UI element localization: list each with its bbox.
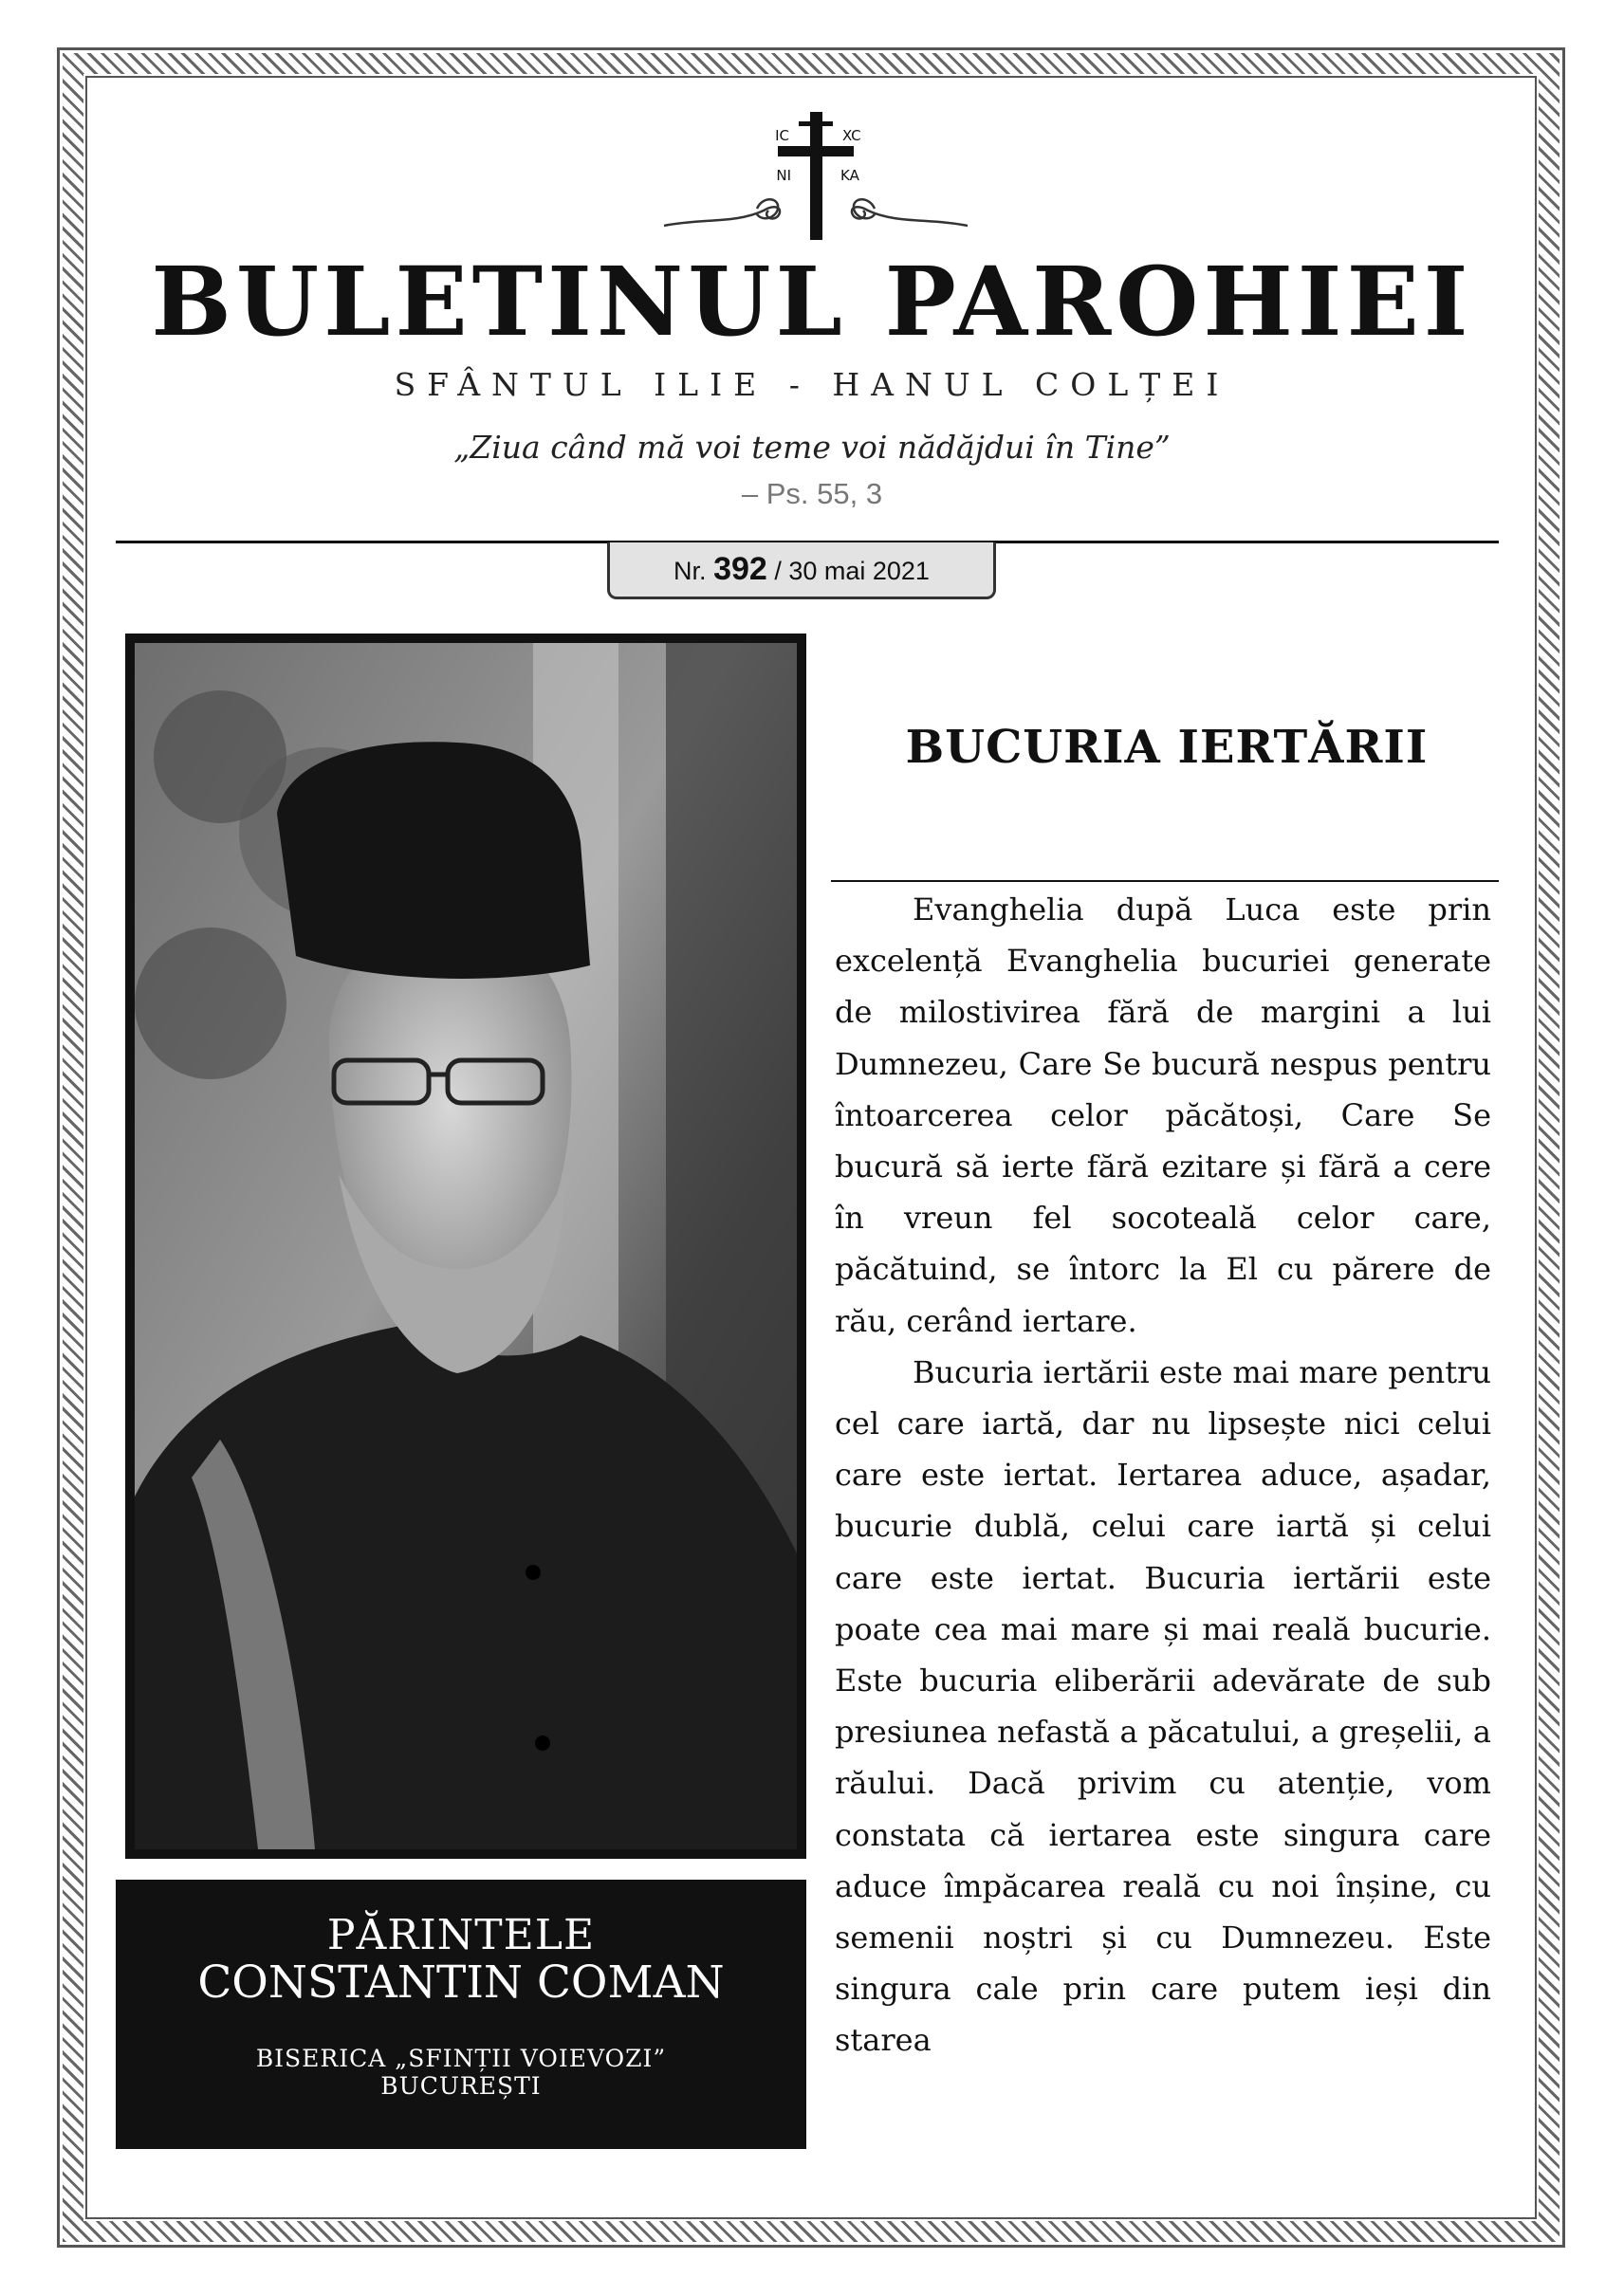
psalm-quote: „Ziua când mă voi teme voi nădăjdui în Tine” — [453, 429, 1171, 466]
caption-church: BISERICA „SFINȚII VOIEVOZI” — [255, 2044, 667, 2072]
parish-subtitle: SFÂNTUL ILIE - HANUL COLȚEI — [394, 366, 1230, 403]
caption-city: BUCUREȘTI — [380, 2071, 542, 2100]
cross-letter-tr: XC — [842, 127, 861, 144]
issue-number: 392 — [713, 551, 767, 587]
cross-emblem — [645, 104, 987, 247]
article-title: BUCURIA IERTĂRII — [905, 721, 1429, 774]
issue-badge — [607, 542, 996, 599]
article-paragraph: Evanghelia după Luca este prin excelență Evanghelia bucuriei generate de milostivirea fără de margini a lui Dumnezeu, Care Se bucură nespus pentru întoarcerea celor păcătoși, Care Se bucură să ierte fără ezitare și fără a cere în vreun fel socoteală celor care, păcătuind, se întorc la El cu părere de rău, cerând iertare. — [835, 891, 1491, 1339]
caption-honorific: PĂRINTELE — [326, 1911, 596, 1959]
bulletin-title: BULETINUL PAROHIEI — [151, 246, 1473, 358]
author-photo — [125, 634, 806, 1859]
article-divider — [831, 880, 1499, 882]
issue-prefix: Nr. — [674, 557, 707, 585]
cross-icon — [645, 104, 987, 247]
author-caption — [116, 1880, 806, 2149]
psalm-reference: – Ps. 55, 3 — [741, 477, 883, 510]
cross-letter-br: KA — [840, 167, 859, 184]
cross-letter-tl: IC — [775, 127, 789, 144]
caption-author-name: CONSTANTIN COMAN — [197, 1956, 725, 2010]
cross-letter-bl: NI — [776, 167, 791, 184]
priest-portrait-image — [135, 643, 797, 1849]
article-body — [835, 884, 1491, 2066]
article-paragraph: Bucuria iertării este mai mare pentru cel care iartă, dar nu lipsește nici celui care este iertat. Iertarea aduce, așadar, bucurie dublă, celui care iartă și celui care este iertat. Bucuria iertării este poate cea mai mare și mai reală bucurie. Este bucuria eliberării adevărate de sub presiunea nefastă a păcatului, a greșelii, a răului. Dacă privim cu atenție, vom constata că iertarea este singura care aduce împăcarea reală cu noi înșine, cu semenii noștri și cu Dumnezeu. Este singura cale prin care putem ieși din starea — [835, 1353, 1491, 2059]
issue-date: / 30 mai 2021 — [774, 557, 930, 585]
